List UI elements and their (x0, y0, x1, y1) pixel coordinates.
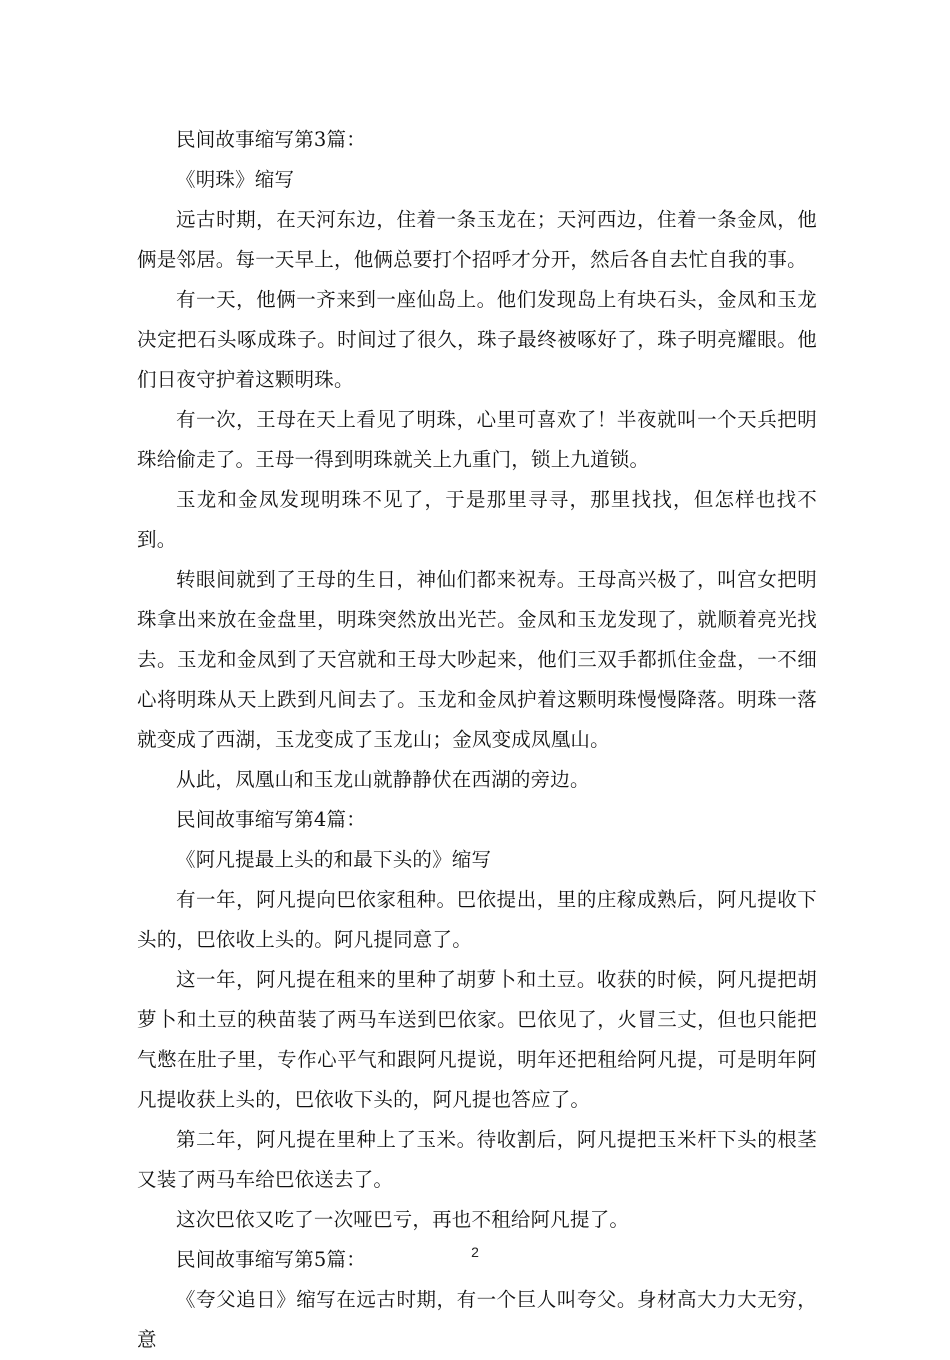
section-heading: 民间故事缩写第3篇： (176, 128, 366, 151)
section-heading: 民间故事缩写第4篇： (176, 808, 366, 831)
paragraph: 这次巴依又吃了一次哑巴亏，再也不租给阿凡提了。 (176, 1208, 630, 1231)
paragraph: 有一天，他俩一齐来到一座仙岛上。他们发现岛上有块石头，金凤和玉龙决定把石头啄成珠子。时间过了很久，珠子最终被啄好了，珠子明亮耀眼。他们日夜守护着这颗明珠。 (137, 288, 817, 391)
section-heading: 民间故事缩写第5篇： (176, 1248, 366, 1271)
paragraph: 从此，凤凰山和玉龙山就静静伏在西湖的旁边。 (176, 768, 590, 791)
paragraph: 有一年，阿凡提向巴依家租种。巴依提出，里的庄稼成熟后，阿凡提收下头的，巴依收上头的。阿凡提同意了。 (137, 888, 817, 951)
page-number: 2 (471, 1244, 479, 1260)
story-title: 《阿凡提最上头的和最下头的》缩写 (176, 848, 492, 871)
paragraph: 这一年，阿凡提在租来的里种了胡萝卜和土豆。收获的时候，阿凡提把胡萝卜和土豆的秧苗装了两马车送到巴依家。巴依见了，火冒三丈，但也只能把气憋在肚子里，专作心平气和跟阿凡提说，明年还把租给阿凡提，可是明年阿凡提收获上头的，巴依收下头的，阿凡提也答应了。 (137, 968, 817, 1111)
story-title: 《明珠》缩写 (176, 168, 295, 191)
paragraph: 玉龙和金凤发现明珠不见了，于是那里寻寻，那里找找，但怎样也找不到。 (137, 488, 817, 551)
paragraph: 《夸父追日》缩写在远古时期，有一个巨人叫夸父。身材高大力大无穷，意 (137, 1288, 817, 1351)
paragraph: 远古时期，在天河东边，住着一条玉龙在；天河西边，住着一条金凤，他俩是邻居。每一天早上，他俩总要打个招呼才分开，然后各自去忙自我的事。 (137, 208, 817, 271)
document-body (137, 120, 817, 1360)
paragraph: 第二年，阿凡提在里种上了玉米。待收割后，阿凡提把玉米杆下头的根茎又装了两马车给巴依送去了。 (137, 1128, 817, 1191)
paragraph: 转眼间就到了王母的生日，神仙们都来祝寿。王母高兴极了，叫宫女把明珠拿出来放在金盘里，明珠突然放出光芒。金凤和玉龙发现了，就顺着亮光找去。玉龙和金凤到了天宫就和王母大吵起来，他们三双手都抓住金盘，一不细心将明珠从天上跌到凡间去了。玉龙和金凤护着这颗明珠慢慢降落。明珠一落就变成了西湖，玉龙变成了玉龙山；金凤变成凤凰山。 (137, 568, 817, 751)
paragraph: 有一次，王母在天上看见了明珠，心里可喜欢了！半夜就叫一个天兵把明珠给偷走了。王母一得到明珠就关上九重门，锁上九道锁。 (137, 408, 817, 471)
